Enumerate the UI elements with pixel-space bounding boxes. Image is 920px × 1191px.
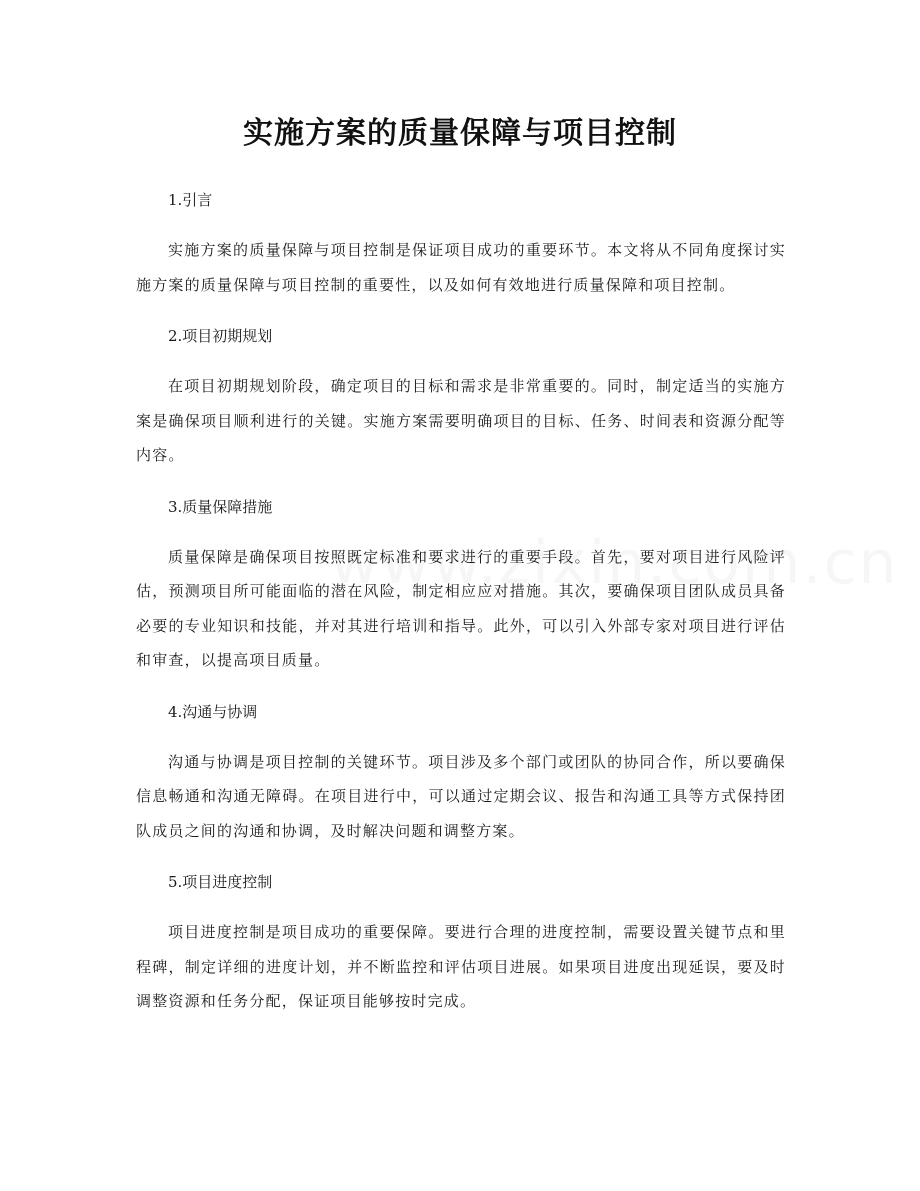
section-schedule-control — [136, 868, 786, 1019]
section-paragraph: 沟通与协调是项目控制的关键环节。项目涉及多个部门或团队的协同合作，所以要确保信息畅通和沟通无障碍。在项目进行中，可以通过定期会议、报告和沟通工具等方式保持团队成员之间的沟通和协调，及时解决问题和调整方案。 — [136, 752, 786, 840]
section-quality-assurance — [136, 493, 786, 678]
section-heading: 4.沟通与协调 — [168, 702, 258, 721]
section-initial-planning — [136, 322, 786, 473]
document-body — [136, 186, 786, 1039]
section-paragraph: 质量保障是确保项目按照既定标准和要求进行的重要手段。首先，要对项目进行风险评估，预测项目所可能面临的潜在风险，制定相应应对措施。其次，要确保项目团队成员具备必要的专业知识和技能，并对其进行培训和指导。此外，可以引入外部专家对项目进行评估和审查，以提高项目质量。 — [136, 547, 786, 669]
section-introduction — [136, 186, 786, 302]
section-communication — [136, 698, 786, 849]
section-paragraph: 在项目初期规划阶段，确定项目的目标和需求是非常重要的。同时，制定适当的实施方案是确保项目顺利进行的关键。实施方案需要明确项目的目标、任务、时间表和资源分配等内容。 — [136, 377, 786, 464]
section-heading: 1.引言 — [168, 191, 213, 209]
section-paragraph: 项目进度控制是项目成功的重要保障。要进行合理的进度控制，需要设置关键节点和里程碑，制定详细的进度计划，并不断监控和评估项目进展。如果项目进度出现延误，要及时调整资源和任务分配，保证项目能够按时完成。 — [136, 923, 786, 1010]
section-paragraph: 实施方案的质量保障与项目控制是保证项目成功的重要环节。本文将从不同角度探讨实施方案的质量保障与项目控制的重要性，以及如何有效地进行质量保障和项目控制。 — [136, 241, 786, 294]
page-title: 实施方案的质量保障与项目控制 — [243, 116, 677, 151]
section-heading: 3.质量保障措施 — [168, 497, 273, 516]
section-heading: 5.项目进度控制 — [168, 873, 273, 891]
section-heading: 2.项目初期规划 — [168, 327, 273, 345]
